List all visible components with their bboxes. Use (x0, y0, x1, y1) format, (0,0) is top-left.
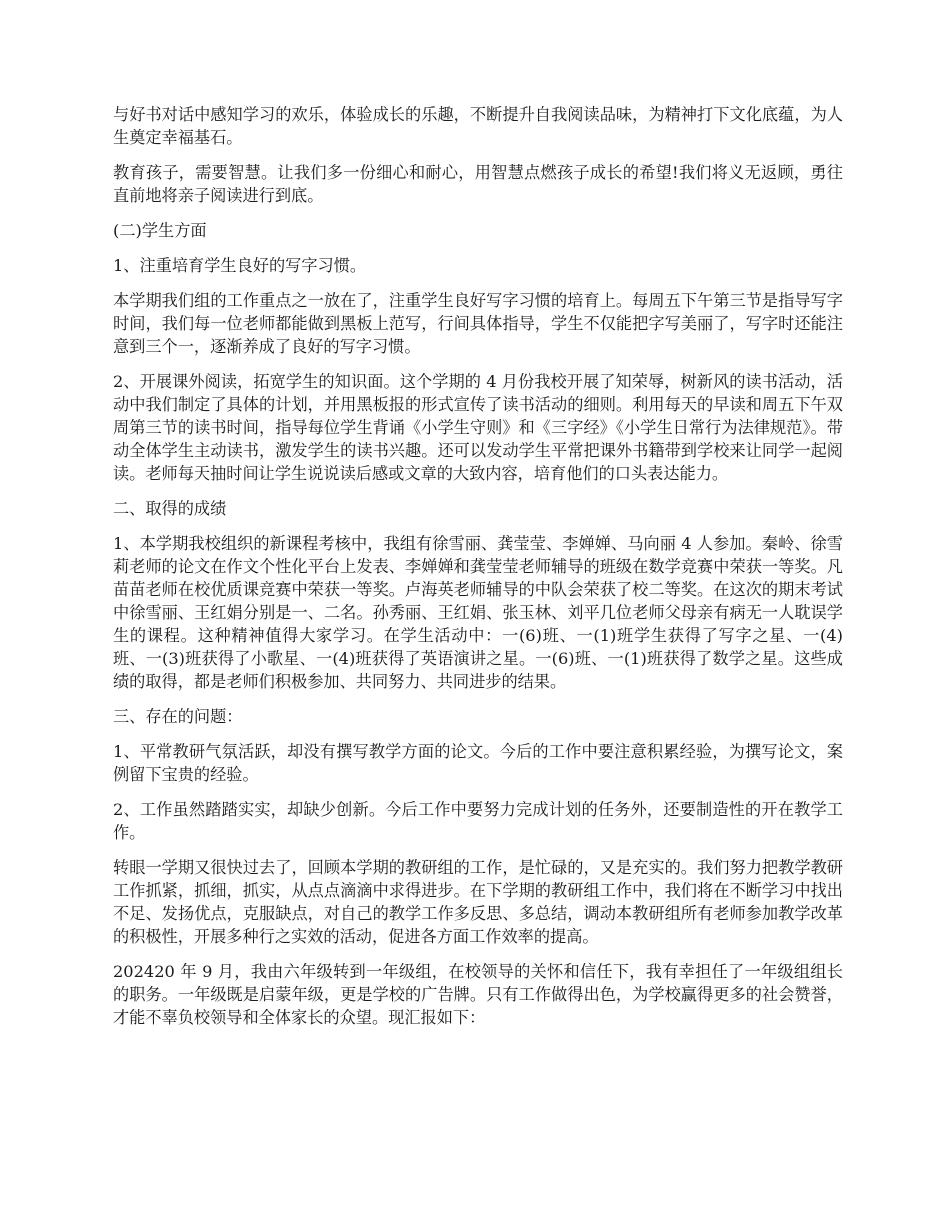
paragraph-1: 与好书对话中感知学习的欢乐，体验成长的乐趣，不断提升自我阅读品味，为精神打下文化底蕴，为人生奠定幸福基石。 (113, 105, 843, 147)
paragraph-problem-2: 2、工作虽然踏踏实实，却缺少创新。今后工作中要努力完成计划的任务外，还要制造性的开在教学工作。 (113, 800, 843, 842)
paragraph-summary: 转眼一学期又很快过去了，回顾本学期的教研组的工作，是忙碌的，又是充实的。我们努力把教学教研工作抓紧，抓细，抓实，从点点滴滴中求得进步。在下学期的教研组工作中，我们将在不断学习中找出不足、发扬优点，克服缺点，对自己的教学工作多反思、多总结，调动本教研组所有老师参加教学改革的积极性，开展多种行之实效的活动，促进各方面工作效率的提高。 (113, 858, 843, 946)
section-heading-problems: 三、存在的问题： (113, 707, 243, 726)
paragraph-writing-habits: 本学期我们组的工作重点之一放在了，注重学生良好写字习惯的培育上。每周五下午第三节是指导写字时间，我们每一位老师都能做到黑板上范写，行间具体指导，学生不仅能把字写美丽了，写字时还能注意到三个一，逐渐养成了良好的写字习惯。 (113, 291, 843, 356)
document-body (113, 103, 843, 1041)
paragraph-achievements: 1、本学期我校组织的新课程考核中，我组有徐雪丽、龚莹莹、李婵婵、马向丽 4 人参加。秦岭、徐雪莉老师的论文在作文个性化平台上发表、李婵婵和龚莹莹老师辅导的班级在数学竞赛中荣获一等奖。凡苗苗老师在校优质课竞赛中荣获一等奖。卢海英老师辅导的中队会荣获了校二等奖。在这次的期末考试中徐雪丽、王红娟分别是一、二名。孙秀丽、王红娟、张玉林、刘平几位老师父母亲有病无一人耽误学生的课程。这种精神值得大家学习。在学生活动中：一(6)班、一(1)班学生获得了写字之星、一(4)班、一(3)班获得了小歌星、一(4)班获得了英语演讲之星。一(6)班、一(1)班获得了数学之星。这些成绩的取得，都是老师们积极参加、共同努力、共同进步的结果。 (113, 534, 843, 691)
paragraph-2: 教育孩子，需要智慧。让我们多一份细心和耐心，用智慧点燃孩子成长的希望!我们将义无返顾，勇往直前地将亲子阅读进行到底。 (113, 163, 843, 205)
section-heading-achievements: 二、取得的成绩 (113, 499, 227, 518)
paragraph-problem-1: 1、平常教研气氛活跃，却没有撰写教学方面的论文。今后的工作中要注意积累经验，为撰写论文，案例留下宝贵的经验。 (113, 742, 843, 784)
item-heading-writing-habits: 1、注重培育学生良好的写字习惯。 (113, 256, 367, 275)
paragraph-extracurricular-reading: 2、开展课外阅读，拓宽学生的知识面。这个学期的 4 月份我校开展了知荣辱，树新风的读书活动，活动中我们制定了具体的计划，并用黑板报的形式宣传了读书活动的细则。利用每天的早读和周五下午双周第三节的读书时间，指导每位学生背诵《小学生守则》和《三字经》《小学生日常行为法律规范》。带动全体学生主动读书，激发学生的读书兴趣。还可以发动学生平常把课外书籍带到学校来让同学一起阅读。老师每天抽时间让学生说说读后感或文章的大致内容，培育他们的口头表达能力。 (113, 372, 843, 483)
section-heading-students: (二)学生方面 (113, 221, 207, 240)
paragraph-report-intro: 202420 年 9 月，我由六年级转到一年级组，在校领导的关怀和信任下，我有幸担任了一年级组组长的职务。一年级既是启蒙年级，更是学校的广告牌。只有工作做得出色，为学校赢得更多的社会赞誉，才能不辜负校领导和全体家长的众望。现汇报如下： (113, 962, 843, 1027)
